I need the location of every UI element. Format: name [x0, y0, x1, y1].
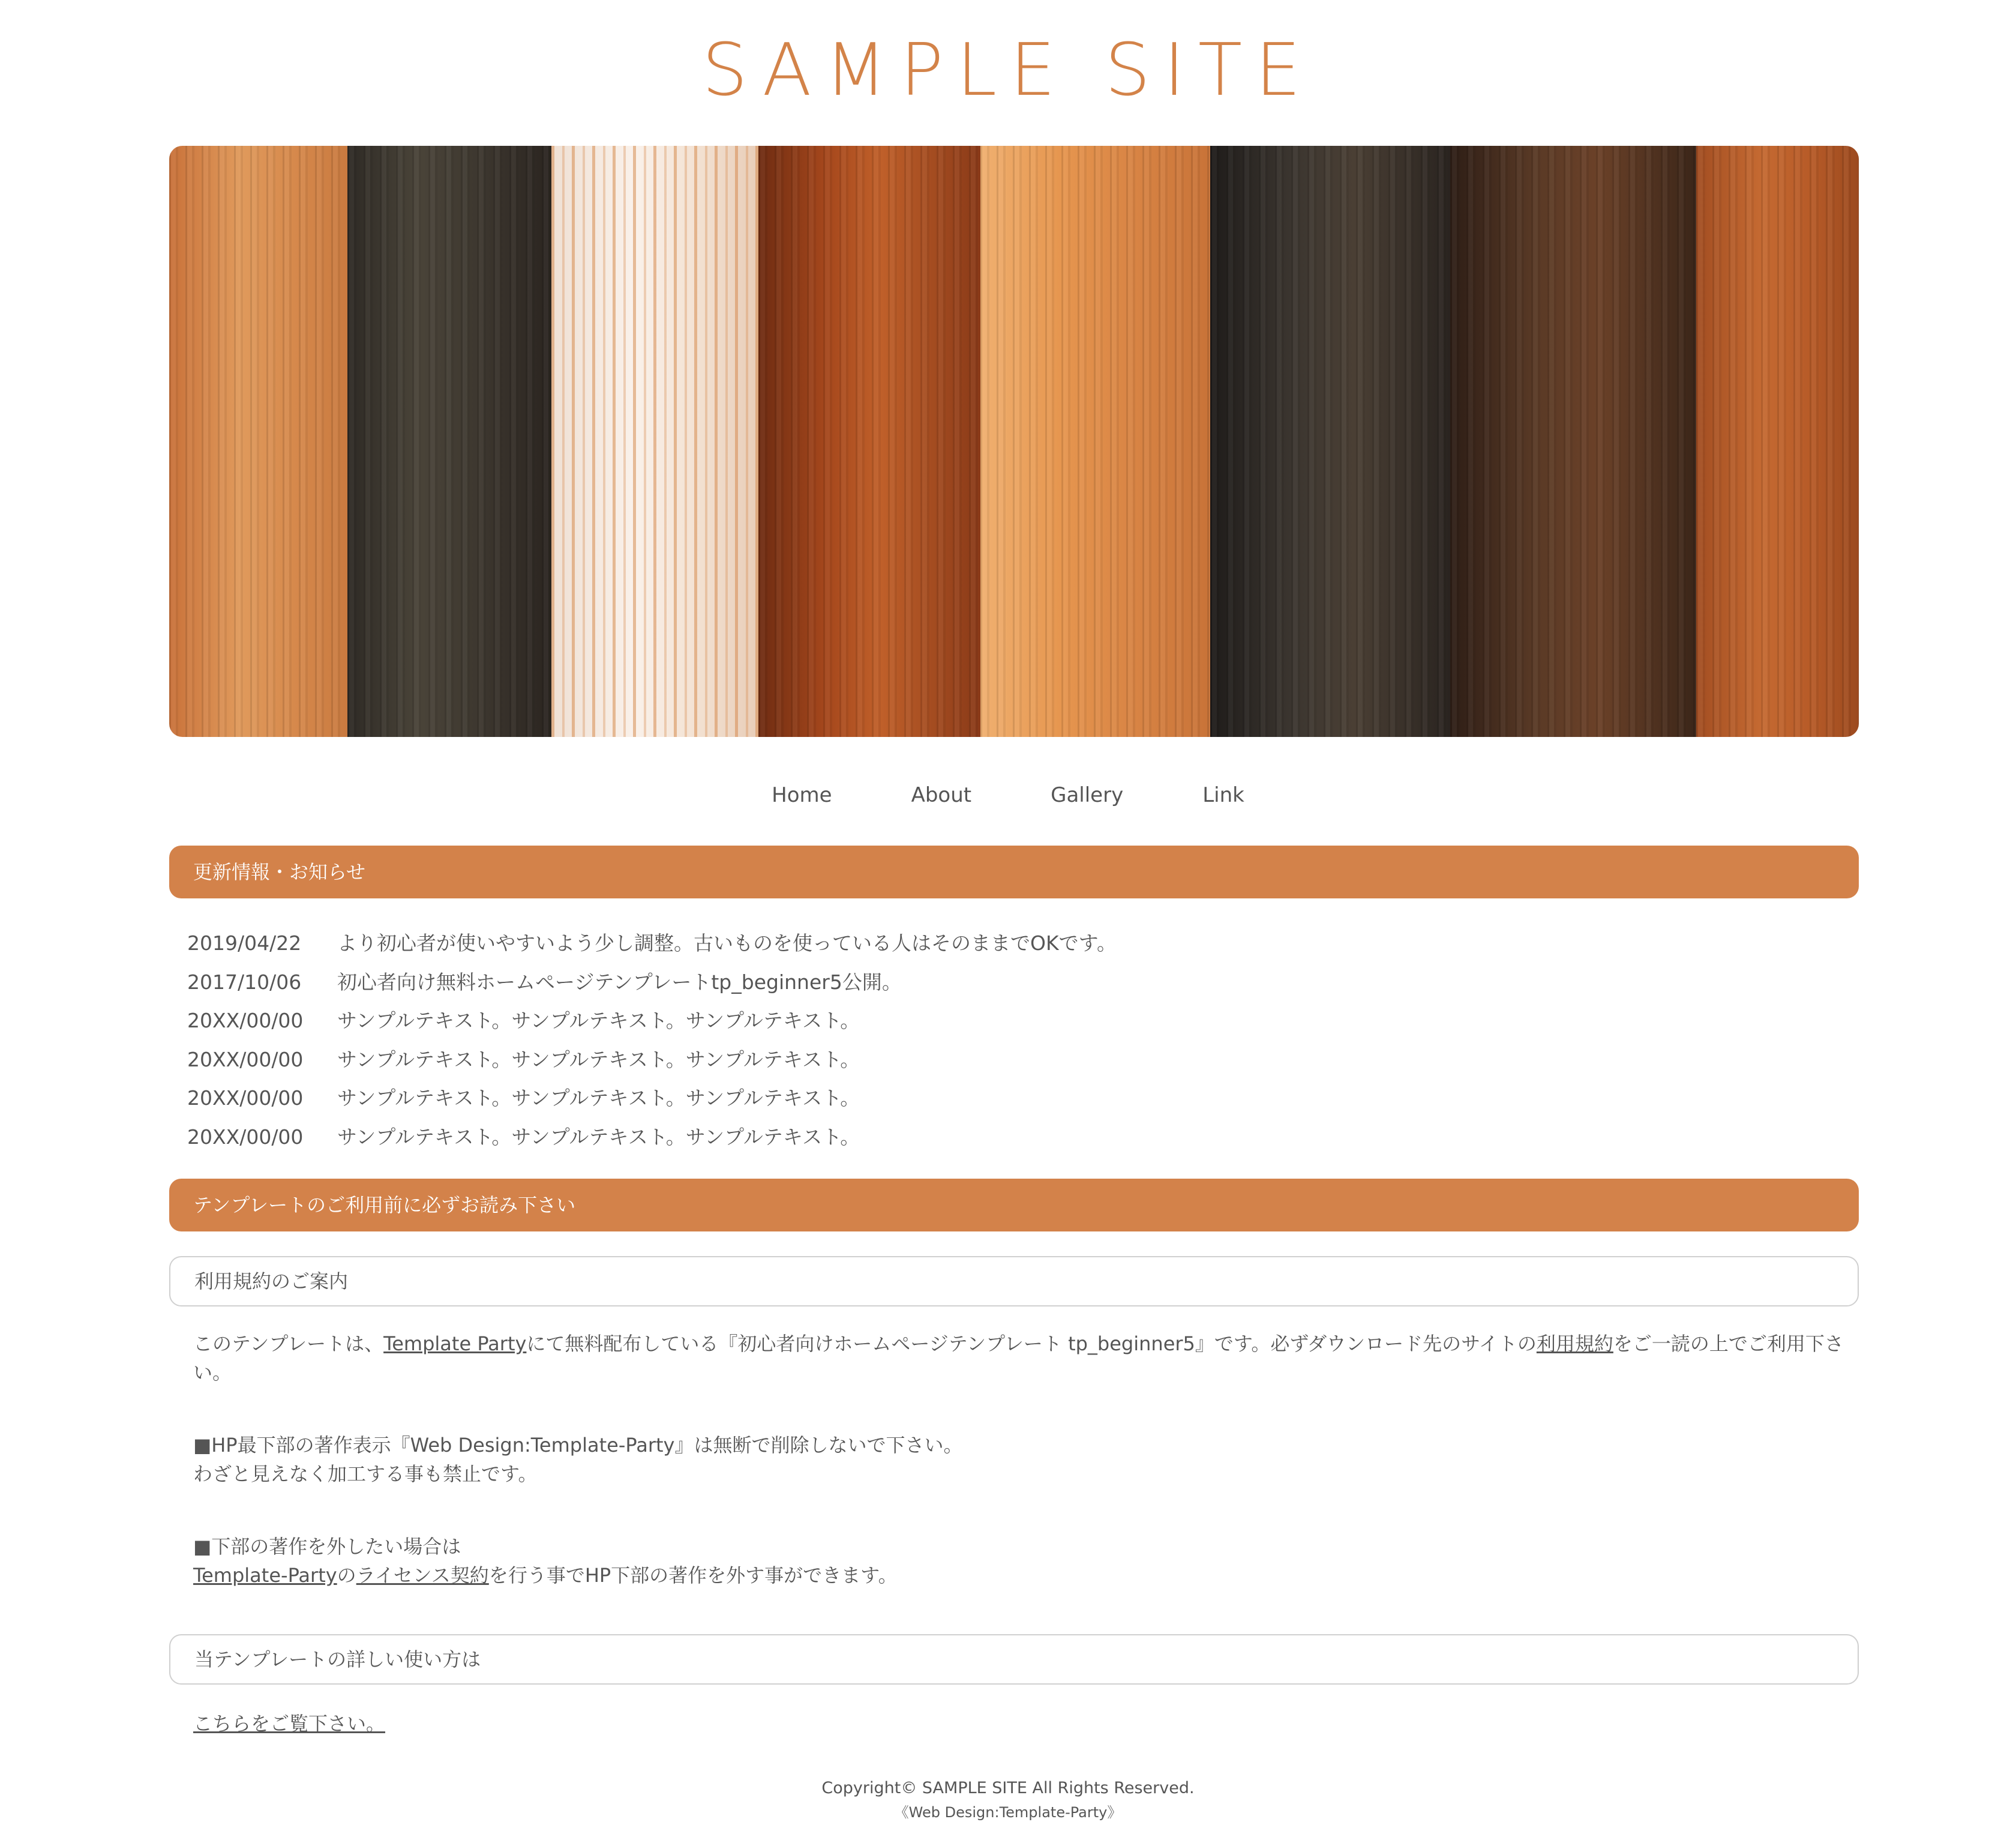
news-list: [187, 924, 1855, 1156]
news-date: 2017/10/06: [187, 970, 302, 994]
usage-link-line: [193, 1709, 385, 1738]
nav-link[interactable]: Link: [1202, 783, 1244, 807]
wood-plank: [169, 146, 347, 737]
nav-gallery[interactable]: Gallery: [1051, 783, 1124, 807]
hero-banner: [169, 146, 1859, 737]
news-item: [187, 1002, 1855, 1041]
terms-paragraph: [193, 1329, 1849, 1387]
copyright-text: Copyright© SAMPLE SITE All Rights Reserved.: [821, 1779, 1195, 1797]
copyright-notice-paragraph: [193, 1431, 1849, 1488]
notice-text: の: [337, 1564, 356, 1587]
template-party-link[interactable]: Template Party: [383, 1332, 527, 1355]
license-contract-link[interactable]: ライセンス契約: [356, 1564, 489, 1587]
nav-about[interactable]: About: [911, 783, 972, 807]
notice-line: ■HP最下部の著作表示『Web Design:Template-Party』は無断で削除しないで下さい。: [193, 1434, 963, 1457]
news-date: 20XX/00/00: [187, 1047, 304, 1071]
usage-guide-link[interactable]: こちらをご覧下さい。: [193, 1712, 386, 1735]
news-heading: 更新情報・お知らせ: [169, 846, 1859, 898]
news-item: [187, 1118, 1855, 1157]
terms-of-use-link[interactable]: 利用規約: [1536, 1332, 1613, 1355]
wood-plank: [758, 146, 980, 737]
news-text: サンプルテキスト。サンプルテキスト。サンプルテキスト。: [337, 1047, 860, 1071]
license-paragraph: [193, 1532, 1849, 1590]
news-item: [187, 963, 1855, 1002]
notice-line: わざと見えなく加工する事も禁止です。: [193, 1463, 538, 1485]
terms-text: このテンプレートは、: [193, 1332, 384, 1355]
terms-text: にて無料配布している『初心者向けホームページテンプレート tp_beginner5』です。必ずダウンロード先のサイトの: [526, 1332, 1537, 1355]
news-date: 20XX/00/00: [187, 1009, 304, 1032]
news-text: 初心者向け無料ホームページテンプレートtp_beginner5公開。: [337, 970, 902, 994]
nav-home[interactable]: Home: [772, 783, 832, 807]
news-item: [187, 1079, 1855, 1118]
news-text: より初心者が使いやすいよう少し調整。古いものを使っている人はそのままでOKです。: [337, 931, 1117, 955]
news-date: 20XX/00/00: [187, 1086, 304, 1110]
wood-plank: [1210, 146, 1450, 737]
usage-box: 当テンプレートの詳しい使い方は: [169, 1634, 1859, 1685]
wood-plank: [551, 146, 758, 737]
notice-line: ■下部の著作を外したい場合は: [193, 1535, 461, 1558]
news-date: 20XX/00/00: [187, 1125, 304, 1149]
wood-plank: [1450, 146, 1696, 737]
main-nav: [0, 777, 2016, 813]
news-item: [187, 1041, 1855, 1080]
footer: [0, 1776, 2016, 1824]
notice-text: を行う事でHP下部の著作を外す事ができます。: [488, 1564, 898, 1587]
wood-plank: [1696, 146, 1859, 737]
news-text: サンプルテキスト。サンプルテキスト。サンプルテキスト。: [337, 1086, 860, 1110]
news-date: 2019/04/22: [187, 931, 302, 955]
wood-plank: [980, 146, 1210, 737]
terms-box: 利用規約のご案内: [169, 1256, 1859, 1306]
terms-text: をご一読の上でご利用下さい。: [193, 1332, 1844, 1384]
wood-plank: [347, 146, 551, 737]
design-credit-link[interactable]: 《Web Design:Template-Party》: [894, 1804, 1122, 1821]
site-logo[interactable]: SAMPLE SITE: [702, 29, 1314, 112]
news-item: [187, 924, 1855, 963]
news-text: サンプルテキスト。サンプルテキスト。サンプルテキスト。: [337, 1009, 860, 1032]
notice-heading: テンプレートのご利用前に必ずお読み下さい: [169, 1179, 1859, 1231]
news-text: サンプルテキスト。サンプルテキスト。サンプルテキスト。: [337, 1125, 860, 1149]
template-party-link[interactable]: Template-Party: [193, 1564, 337, 1587]
